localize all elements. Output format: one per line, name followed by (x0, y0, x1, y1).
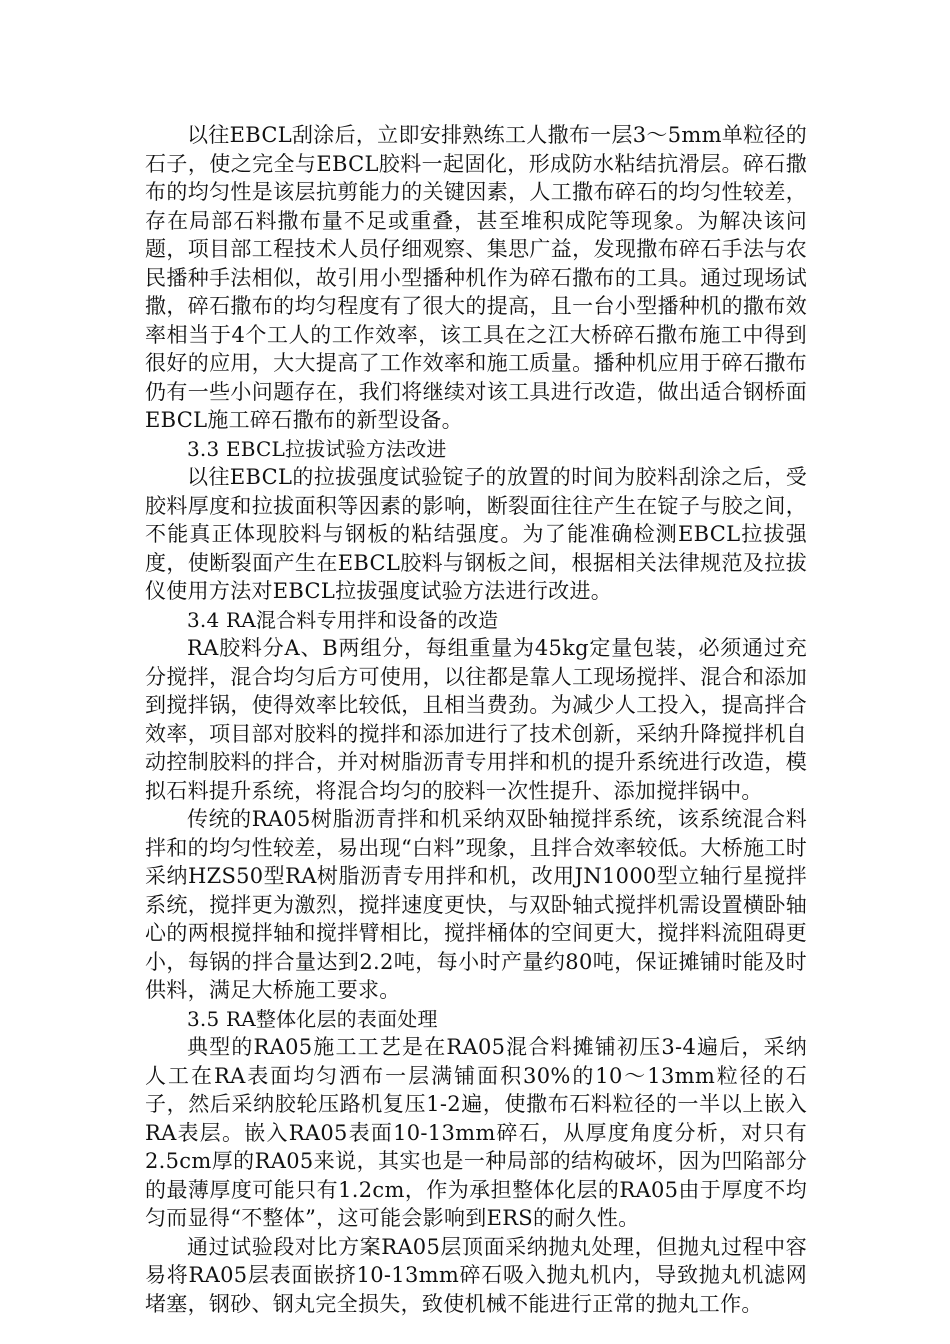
paragraph-ra05-mixer: 传统的RA05树脂沥青拌和机采纳双卧轴搅拌系统，该系统混合料拌和的均匀性较差，易出现“白料”现象，且拌合效率较低。大桥施工时采纳HZS50型RA树脂沥青专用拌和机，改用JN1000型立轴行星搅拌系统，搅拌更为激烈，搅拌速度更快，与双卧轴式搅拌机需设置横卧轴心的两根搅拌轴和搅拌臂相比，搅拌桶体的空间更大，搅拌料流阻碍更小，每锅的拌合量达到2.2吨，每小时产量约80吨，保证摊铺时能及时供料，满足大桥施工要求。 (145, 807, 807, 1002)
paragraph-ra-glue-mixing: RA胶料分A、B两组分，每组重量为45kg定量包装，必须通过充分搅拌，混合均匀后方可使用，以往都是靠人工现场搅拌、混合和添加到搅拌锅，使得效率比较低，且相当费劲。为减少人工投入，提高拌合效率，项目部对胶料的搅拌和添加进行了技术创新，采纳升降搅拌机自动控制胶料的拌合，并对树脂沥青专用拌和机的提升系统进行改造，模拟石料提升系统，将混合均匀的胶料一次性提升、添加搅拌锅中。 (145, 636, 807, 803)
document-body (145, 121, 807, 1318)
paragraph-shot-blasting: 通过试验段对比方案RA05层顶面采纳抛丸处理，但抛丸过程中容易将RA05层表面嵌挤10-13mm碎石吸入抛丸机内，导致抛丸机滤网堵塞，钢砂、钢丸完全损失，致使机械不能进行正常的抛丸工作。 (145, 1234, 807, 1316)
section-heading-3-5: 3.5 RA整体化层的表面处理 (187, 1006, 438, 1031)
section-heading-3-3: 3.3 EBCL拉拔试验方法改进 (187, 436, 447, 461)
paragraph-ra05-process: 典型的RA05施工工艺是在RA05混合料摊铺初压3-4遍后，采纳人工在RA表面均匀洒布一层满铺面积30%的10～13mm粒径的石子，然后采纳胶轮压路机复压1-2遍，使撒布石料粒径的一半以上嵌入RA表层。嵌入RA05表面10-13mm碎石，从厚度角度分析，对只有2.5cm厚的RA05来说，其实也是一种局部的结构破坏，因为凹陷部分的最薄厚度可能只有1.2cm，作为承担整体化层的RA05由于厚度不均匀而显得“不整体”，这可能会影响到ERS的耐久性。 (145, 1035, 807, 1230)
section-heading-3-4: 3.4 RA混合料专用拌和设备的改造 (187, 607, 499, 632)
paragraph-pull-test: 以往EBCL的拉拔强度试验锭子的放置的时间为胶料刮涂之后，受胶料厚度和拉拔面积等因素的影响，断裂面往往产生在锭子与胶之间，不能真正体现胶料与钢板的粘结强度。为了能准确检测EBCL拉拔强度，使断裂面产生在EBCL胶料与钢板之间，根据相关法律规范及拉拔仪使用方法对EBCL拉拔强度试验方法进行改进。 (145, 465, 807, 603)
paragraph-gravel-spreading: 以往EBCL刮涂后，立即安排熟练工人撒布一层3～5mm单粒径的石子，使之完全与EBCL胶料一起固化，形成防水粘结抗滑层。碎石撒布的均匀性是该层抗剪能力的关键因素，人工撒布碎石的均匀性较差，存在局部石料撒布量不足或重叠，甚至堆积成陀等现象。为解决该问题，项目部工程技术人员仔细观察、集思广益，发现撒布碎石手法与农民播种手法相似，故引用小型播种机作为碎石撒布的工具。通过现场试撒，碎石撒布的均匀程度有了很大的提高，且一台小型播种机的撒布效率相当于4个工人的工作效率，该工具在之江大桥碎石撒布施工中得到很好的应用，大大提高了工作效率和施工质量。播种机应用于碎石撒布仍有一些小问题存在，我们将继续对该工具进行改造，做出适合钢桥面EBCL施工碎石撒布的新型设备。 (145, 123, 808, 432)
